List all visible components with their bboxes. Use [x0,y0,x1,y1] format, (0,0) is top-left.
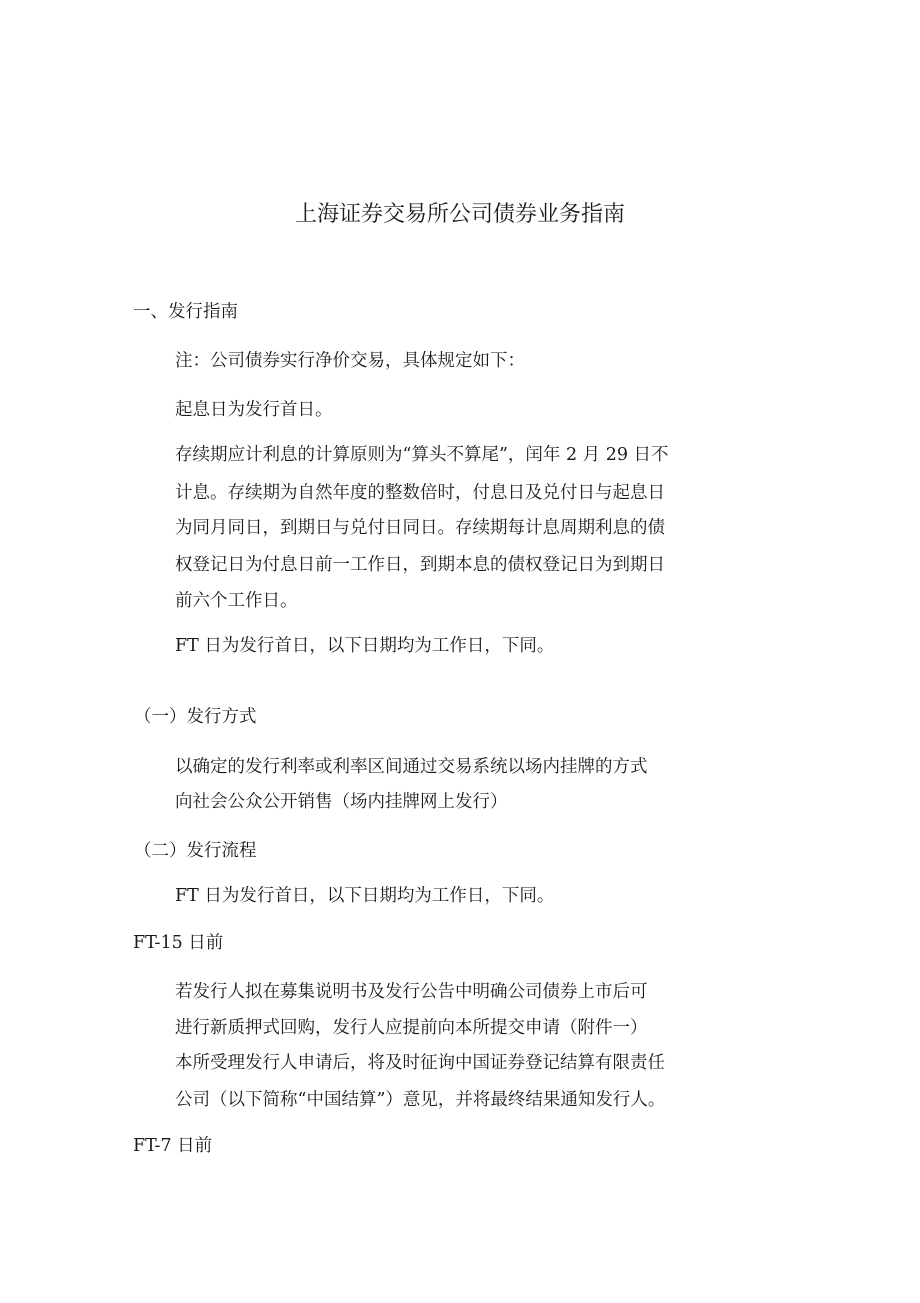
paragraph-line: 若发行人拟在募集说明书及发行公告中明确公司债券上市后可 [175,982,648,1002]
paragraph-line: 前六个工作日。 [175,591,298,611]
paragraph-line: 权登记日为付息日前一工作日，到期本息的债权登记日为到期日 [175,555,665,575]
paragraph-line: 计息。存续期为自然年度的整数倍时，付息日及兑付日与起息日 [175,483,665,503]
paragraph-line: 进行新质押式回购，发行人应提前向本所提交申请（附件一） [175,1018,648,1038]
interest-start-date-text: 起息日为发行首日。 [175,400,333,420]
ft-day-note: FT 日为发行首日，以下日期均为工作日，下同。 [175,886,555,906]
paragraph-line: 存续期应计利息的计算原则为“算头不算尾”，闰年 2 月 29 日不 [175,445,669,465]
ft-15-heading: FT-15 日前 [133,933,224,953]
paragraph-line: 本所受理发行人申请后，将及时征询中国证券登记结算有限责任 [175,1053,665,1073]
section-heading-issuance-guide: 一、发行指南 [133,302,238,322]
subsection-heading-issuance-process: （二）发行流程 [134,841,257,861]
paragraph-line: 向社会公众公开销售（场内挂牌网上发行） [175,792,508,812]
paragraph-line: 公司（以下简称“中国结算”）意见，并将最终结果通知发行人。 [175,1090,666,1110]
ft-day-note: FT 日为发行首日，以下日期均为工作日，下同。 [175,636,555,656]
ft-7-heading: FT-7 日前 [133,1136,213,1156]
paragraph-line: 为同月同日，到期日与兑付日同日。存续期每计息周期利息的债 [175,518,665,538]
subsection-heading-issuance-method: （一）发行方式 [134,707,257,727]
paragraph-line: 以确定的发行利率或利率区间通过交易系统以场内挂牌的方式 [175,757,648,777]
document-title: 上海证券交易所公司债券业务指南 [294,202,625,227]
note-net-price-trading: 注：公司债券实行净价交易，具体规定如下： [175,351,525,371]
